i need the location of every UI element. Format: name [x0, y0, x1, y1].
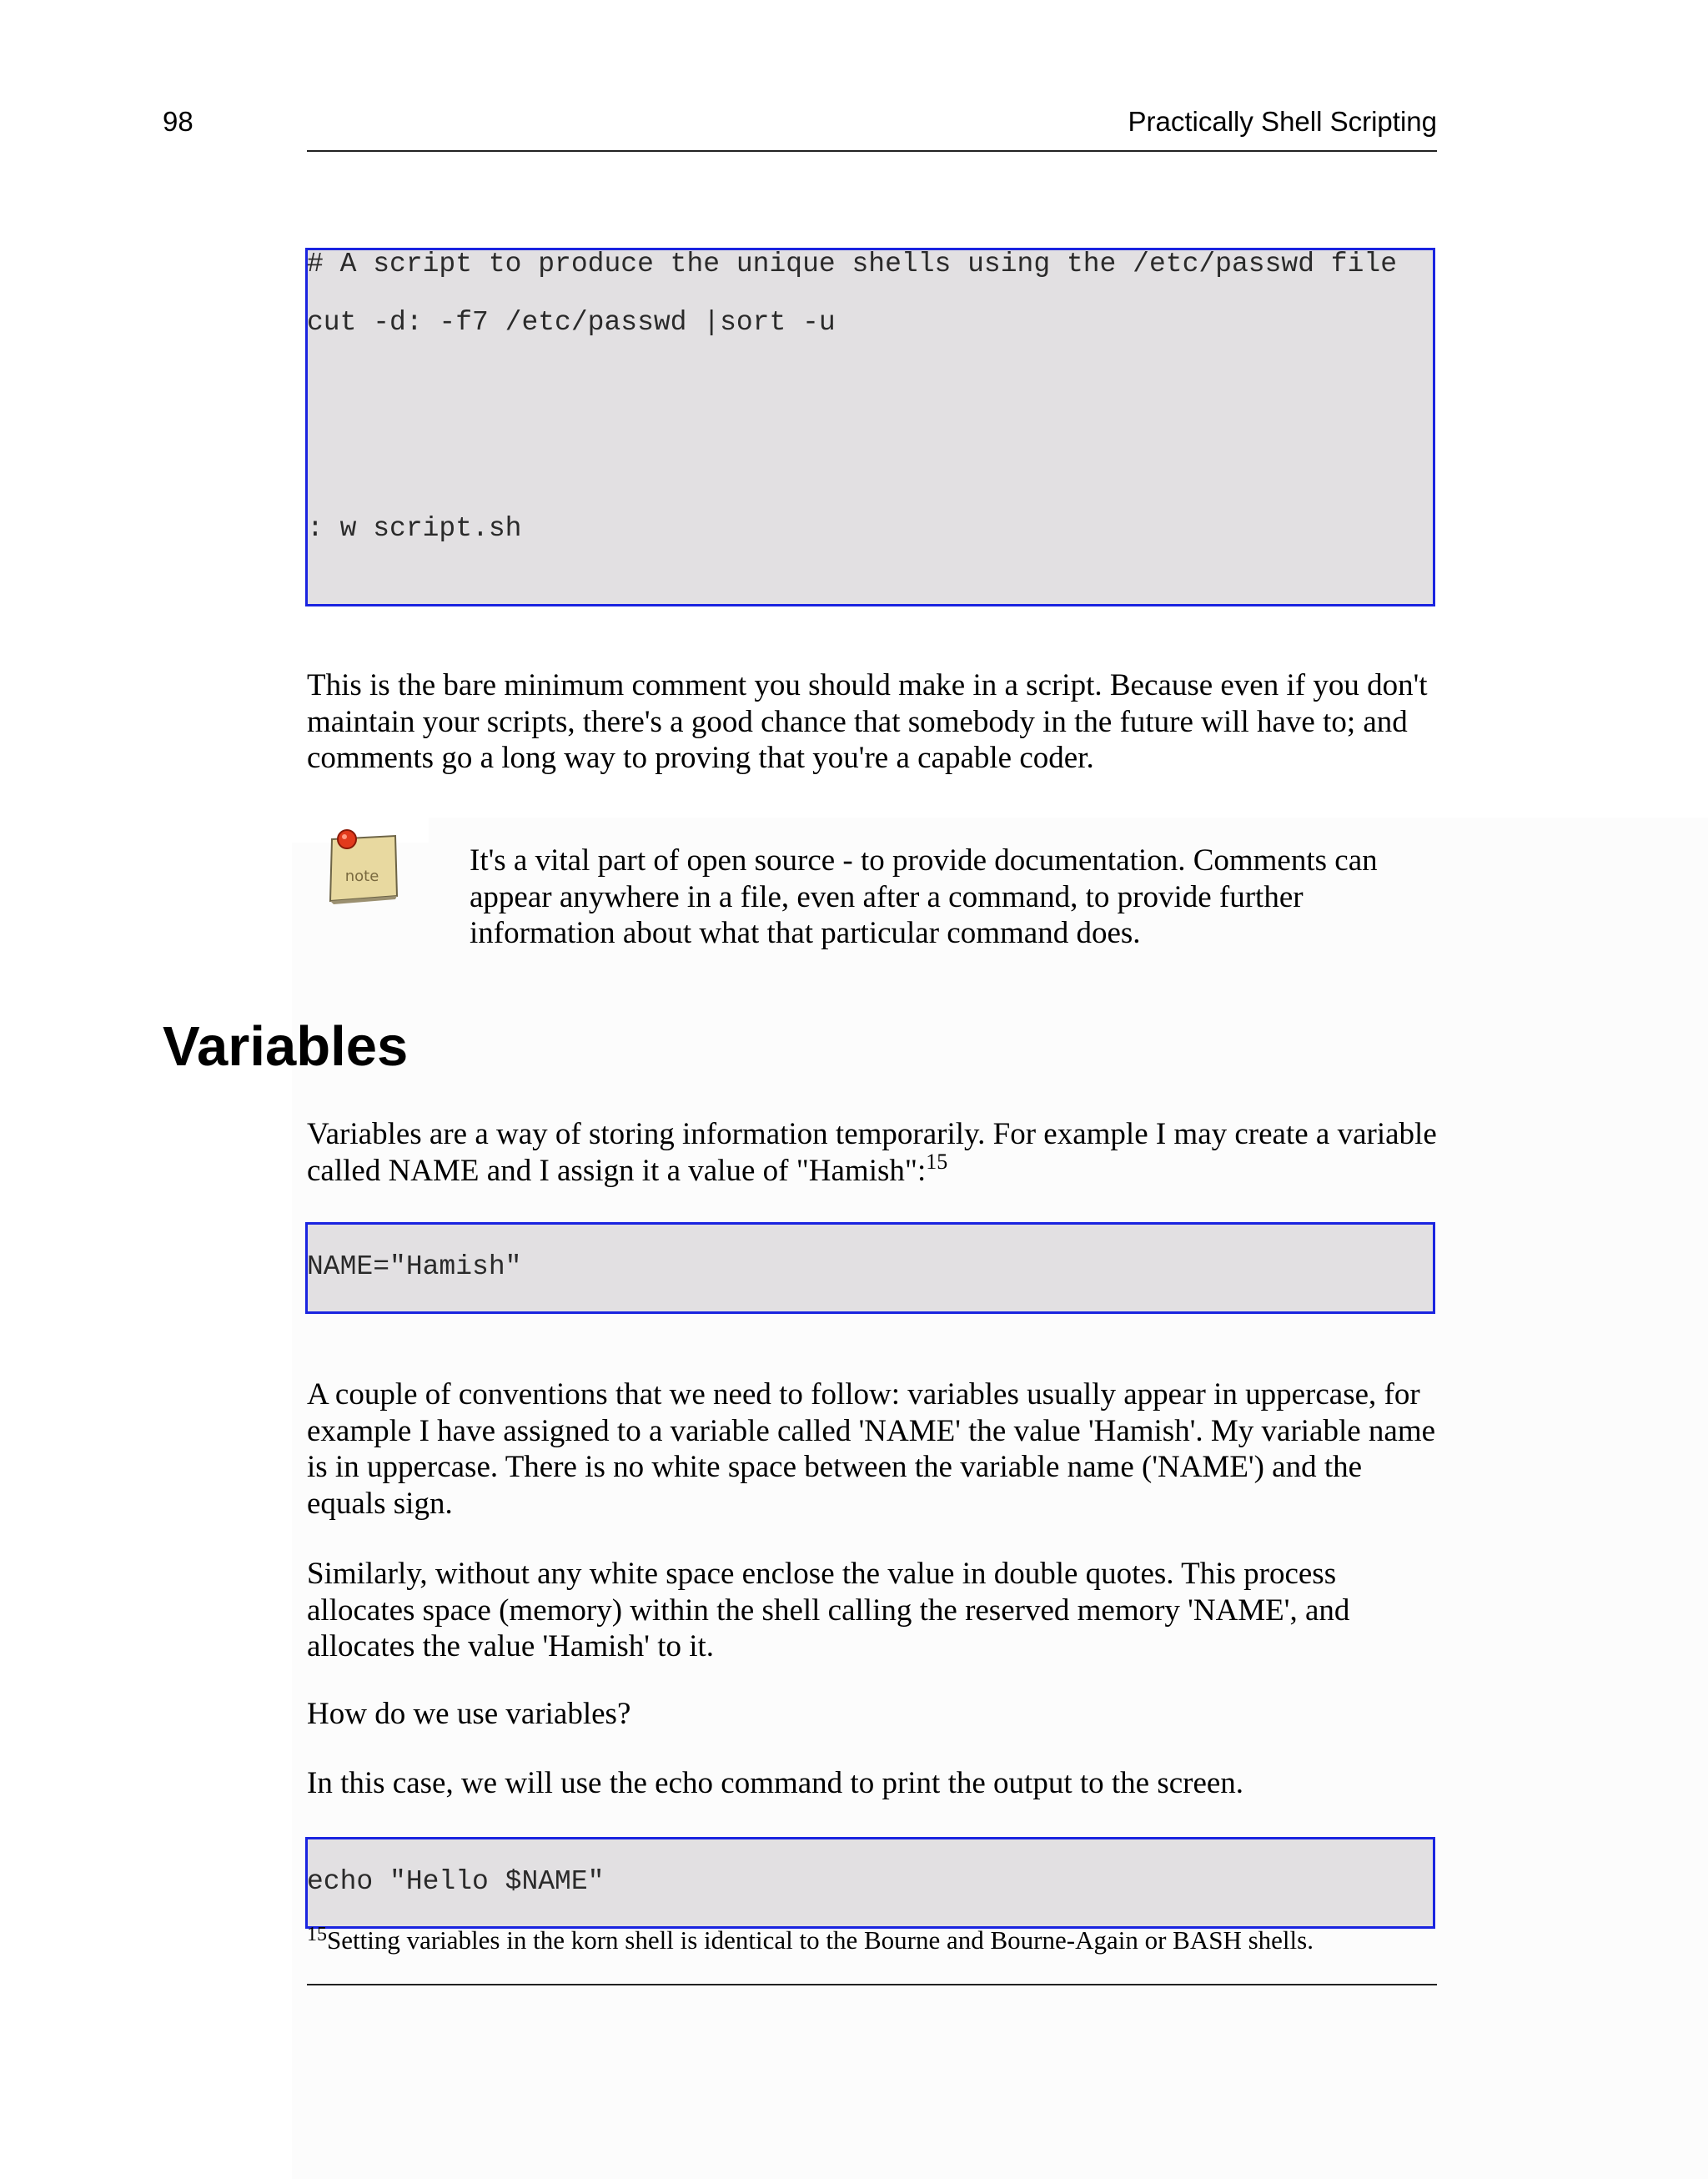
code-line: : w script.sh — [307, 513, 522, 544]
footnote-ref[interactable]: 15 — [926, 1149, 948, 1174]
code-line: cut -d: -f7 /etc/passwd |sort -u — [307, 307, 836, 338]
section-heading: Variables — [163, 1015, 409, 1078]
footnote-number: 15 — [307, 1924, 327, 1945]
paragraph: This is the bare minimum comment you should make in a script. Because even if you don't maintain your scripts, there's a good chance that somebody in the future will have to; and comments go a long way to proving that you're a capable coder. — [307, 668, 1428, 775]
variables-intro — [307, 1116, 1441, 1189]
footnote — [307, 1924, 1474, 1957]
variables-intro-text: Variables are a way of storing information temporarily. For example I may create a variable called NAME and I assign it a value of "Hamish": — [307, 1117, 1437, 1188]
code-block-1[interactable] — [305, 248, 1435, 606]
header-rule — [307, 150, 1437, 152]
page-number: 98 — [163, 106, 193, 137]
paragraph: How do we use variables? — [307, 1697, 631, 1731]
paragraph: A couple of conventions that we need to follow: variables usually appear in uppercase, for example I have assigned to a variable called 'NAME' the value 'Hamish'. My variable name is in uppercase. There is no white space between the variable name ('NAME') and the equals sign. — [307, 1377, 1436, 1521]
code-line: # A script to produce the unique shells using the /etc/passwd file — [307, 249, 1398, 279]
running-header-title: Practically Shell Scripting — [1128, 106, 1437, 137]
paragraph: Similarly, without any white space enclose the value in double quotes. This process allocates space (memory) within the shell calling the reserved memory 'NAME', and allocates the value 'Hamish' to it. — [307, 1557, 1350, 1663]
footnote-text: Setting variables in the korn shell is identical to the Bourne and Bourne-Again or BASH shells. — [327, 1925, 1314, 1955]
note-text: It's a vital part of open source - to provide documentation. Comments can appear anywhere in a file, even after a command, to provide further information about what that particular command does. — [470, 843, 1378, 950]
note-icon — [325, 826, 400, 906]
code-line: NAME="Hamish" — [307, 1251, 522, 1282]
paragraph: In this case, we will use the echo command to print the output to the screen. — [307, 1766, 1244, 1800]
footer-rule — [307, 1984, 1437, 1985]
svg-text:note: note — [344, 868, 379, 885]
code-line: echo "Hello $NAME" — [307, 1866, 605, 1897]
